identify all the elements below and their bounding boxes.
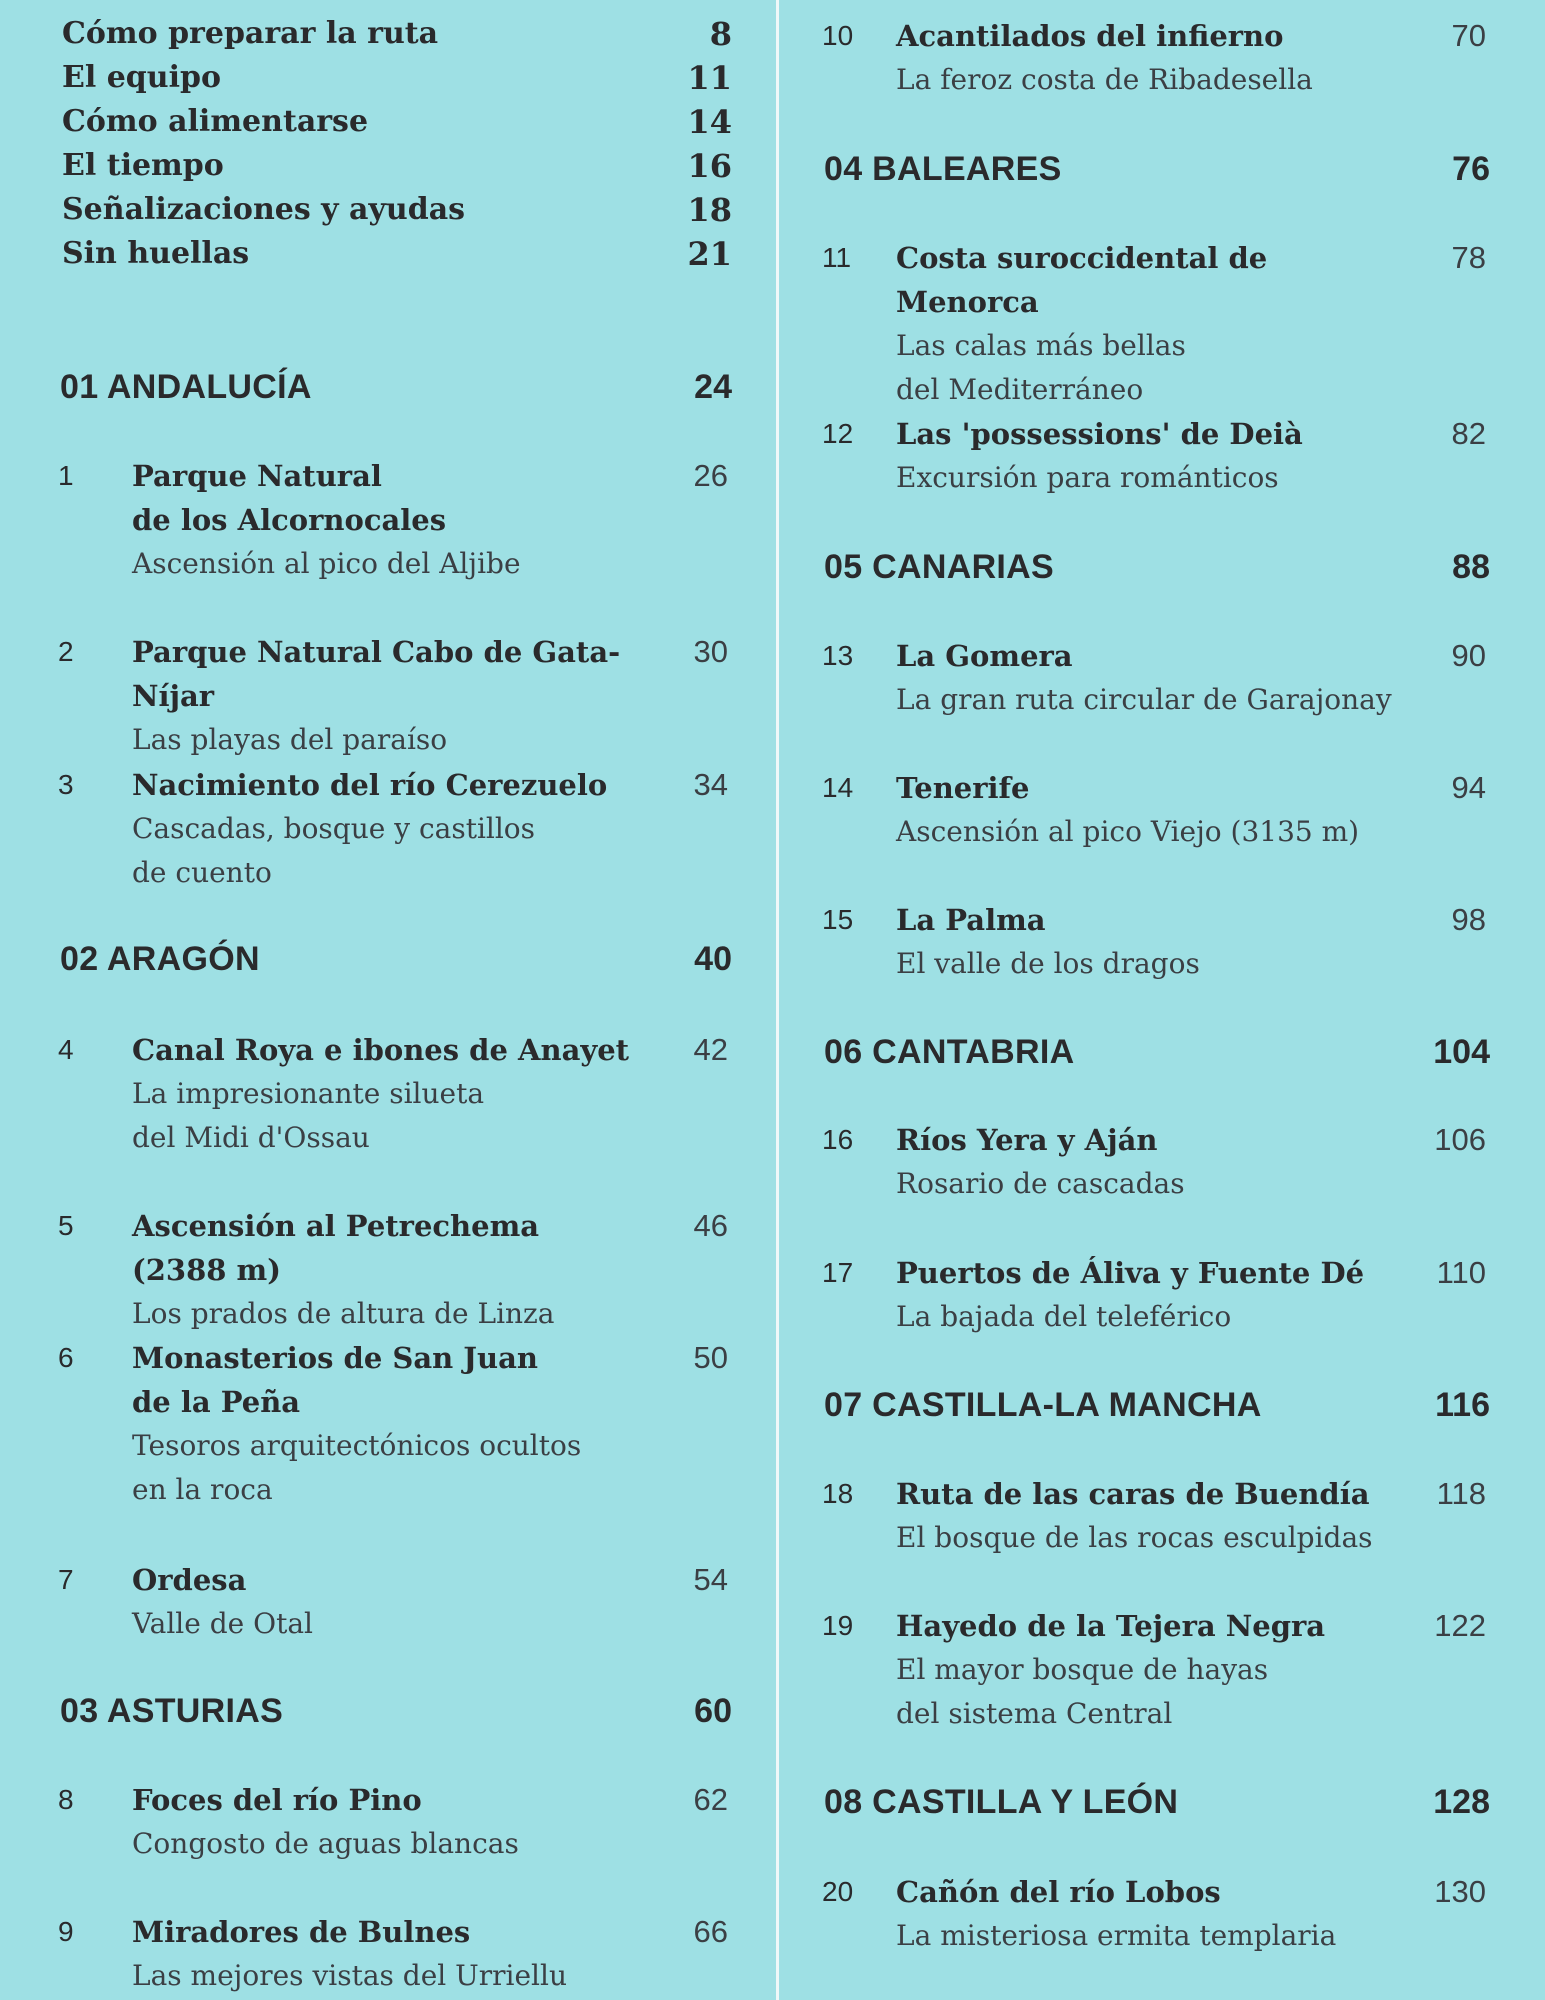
intro-item[interactable] bbox=[58, 232, 732, 276]
route-title-line: Ruta de las caras de Buendía bbox=[896, 1477, 1370, 1511]
route-number: 15 bbox=[822, 904, 854, 935]
route-title-line: Tenerife bbox=[896, 771, 1030, 805]
intro-page: 8 bbox=[709, 15, 732, 53]
intro-item[interactable] bbox=[58, 12, 732, 56]
route-page: 62 bbox=[693, 1782, 728, 1817]
route-page: 90 bbox=[1451, 638, 1486, 673]
route-title-line: Ordesa bbox=[132, 1563, 247, 1597]
section-title: 05 CANARIAS bbox=[824, 548, 1055, 586]
route-number: 3 bbox=[58, 769, 74, 800]
route-page: 70 bbox=[1451, 18, 1486, 53]
route-subtitle-line: Congosto de aguas blancas bbox=[132, 1827, 519, 1860]
section-title: 06 CANTABRIA bbox=[824, 1033, 1075, 1071]
section-title: 01 ANDALUCÍA bbox=[60, 368, 312, 406]
route-title-line: Miradores de Bulnes bbox=[132, 1915, 471, 1949]
section-heading-andalucia[interactable] bbox=[58, 362, 732, 412]
route-subtitle-line: El bosque de las rocas esculpidas bbox=[896, 1521, 1373, 1554]
route-page: 122 bbox=[1434, 1608, 1486, 1643]
route-subtitle-line: Las playas del paraíso bbox=[132, 723, 448, 756]
column-divider bbox=[776, 0, 779, 2000]
route-title-line: Parque Natural bbox=[132, 459, 382, 493]
route-subtitle-line: Rosario de cascadas bbox=[896, 1167, 1185, 1200]
section-page: 60 bbox=[694, 1692, 732, 1730]
route-subtitle-line: El mayor bosque de hayas bbox=[896, 1653, 1269, 1686]
route-number: 1 bbox=[58, 460, 74, 491]
route-number: 10 bbox=[822, 20, 854, 51]
intro-item[interactable] bbox=[58, 188, 732, 232]
intro-item[interactable] bbox=[58, 100, 732, 144]
route-title-line: Acantilados del infierno bbox=[896, 19, 1284, 53]
route-subtitle-line: Las mejores vistas del Urriellu bbox=[132, 1959, 567, 1992]
section-title: 04 BALEARES bbox=[824, 150, 1062, 188]
section-page: 24 bbox=[694, 368, 732, 406]
section-page: 40 bbox=[694, 940, 732, 978]
route-subtitle-line: Excursión para románticos bbox=[896, 461, 1279, 494]
route-title-line: Hayedo de la Tejera Negra bbox=[896, 1609, 1326, 1643]
route-subtitle-line: en la roca bbox=[132, 1473, 273, 1506]
intro-page: 14 bbox=[687, 103, 732, 141]
section-heading-castilla-la-mancha[interactable] bbox=[822, 1380, 1490, 1430]
route-subtitle-line: de cuento bbox=[132, 856, 272, 889]
section-title: 03 ASTURIAS bbox=[60, 1692, 284, 1730]
route-number: 14 bbox=[822, 772, 854, 803]
section-title: 02 ARAGÓN bbox=[60, 940, 260, 978]
route-page: 66 bbox=[693, 1914, 728, 1949]
route-page: 110 bbox=[1436, 1255, 1486, 1290]
route-title-line: Ascensión al Petrechema (2388 m) bbox=[132, 1209, 540, 1287]
route-title-line: de la Peña bbox=[132, 1385, 301, 1419]
section-heading-castilla-y-leon[interactable] bbox=[822, 1777, 1490, 1827]
route-number: 4 bbox=[58, 1034, 74, 1065]
route-title-line: Canal Roya e ibones de Anayet bbox=[132, 1033, 630, 1067]
intro-item[interactable] bbox=[58, 144, 732, 188]
route-page: 82 bbox=[1451, 416, 1486, 451]
route-number: 20 bbox=[822, 1876, 854, 1907]
route-subtitle-line: del Midi d'Ossau bbox=[132, 1121, 370, 1154]
route-subtitle-line: Tesoros arquitectónicos ocultos bbox=[132, 1429, 582, 1462]
route-title-line: Monasterios de San Juan bbox=[132, 1341, 538, 1375]
route-title-line: Costa suroccidental de Menorca bbox=[896, 241, 1268, 319]
section-heading-aragon[interactable] bbox=[58, 934, 732, 984]
route-title-line: La Gomera bbox=[896, 639, 1073, 673]
route-title-line: de los Alcornocales bbox=[132, 503, 447, 537]
intro-page: 11 bbox=[687, 59, 732, 97]
route-page: 118 bbox=[1436, 1476, 1486, 1511]
intro-title: Cómo alimentarse bbox=[62, 104, 369, 139]
route-number: 9 bbox=[58, 1916, 74, 1947]
route-page: 50 bbox=[693, 1340, 728, 1375]
route-title-line: La Palma bbox=[896, 903, 1046, 937]
route-number: 6 bbox=[58, 1342, 74, 1373]
route-title-line: Ríos Yera y Aján bbox=[896, 1123, 1158, 1157]
intro-title: Sin huellas bbox=[62, 236, 250, 271]
route-page: 30 bbox=[693, 634, 728, 669]
section-page: 116 bbox=[1435, 1386, 1490, 1424]
route-page: 26 bbox=[693, 458, 728, 493]
route-number: 13 bbox=[822, 640, 854, 671]
route-page: 78 bbox=[1451, 240, 1486, 275]
section-page: 104 bbox=[1433, 1033, 1490, 1071]
intro-title: El tiempo bbox=[62, 148, 224, 183]
route-title-line: Nacimiento del río Cerezuelo bbox=[132, 768, 608, 802]
intro-title: Señalizaciones y ayudas bbox=[62, 192, 466, 227]
section-title: 07 CASTILLA-LA MANCHA bbox=[824, 1386, 1262, 1424]
route-subtitle-line: Valle de Otal bbox=[132, 1607, 313, 1640]
route-subtitle-line: Ascensión al pico del Aljibe bbox=[132, 547, 521, 580]
route-page: 42 bbox=[693, 1032, 728, 1067]
route-page: 34 bbox=[693, 767, 728, 802]
intro-title: Cómo preparar la ruta bbox=[62, 16, 439, 51]
route-number: 8 bbox=[58, 1784, 74, 1815]
route-page: 106 bbox=[1434, 1122, 1486, 1157]
intro-page: 18 bbox=[687, 191, 732, 229]
route-subtitle-line: Las calas más bellas bbox=[896, 329, 1186, 362]
section-title: 08 CASTILLA Y LEÓN bbox=[824, 1783, 1179, 1821]
route-number: 16 bbox=[822, 1124, 854, 1155]
route-page: 94 bbox=[1451, 770, 1486, 805]
route-subtitle-line: La misteriosa ermita templaria bbox=[896, 1919, 1337, 1952]
route-number: 11 bbox=[822, 242, 852, 273]
route-subtitle-line: Cascadas, bosque y castillos bbox=[132, 812, 536, 845]
section-heading-baleares[interactable] bbox=[822, 144, 1490, 194]
route-number: 18 bbox=[822, 1478, 854, 1509]
route-number: 12 bbox=[822, 418, 854, 449]
route-title-line: Las 'possessions' de Deià bbox=[896, 417, 1303, 451]
section-page: 88 bbox=[1452, 548, 1490, 586]
intro-page: 21 bbox=[687, 235, 732, 273]
route-subtitle-line: del sistema Central bbox=[896, 1697, 1173, 1730]
section-page: 76 bbox=[1452, 150, 1490, 188]
section-heading-canarias[interactable] bbox=[822, 542, 1490, 592]
route-number: 5 bbox=[58, 1210, 74, 1241]
route-page: 54 bbox=[693, 1562, 728, 1597]
route-title-line: Puertos de Áliva y Fuente Dé bbox=[896, 1256, 1365, 1290]
route-subtitle-line: El valle de los dragos bbox=[896, 947, 1200, 980]
route-subtitle-line: Los prados de altura de Linza bbox=[132, 1297, 555, 1330]
route-subtitle-line: La feroz costa de Ribadesella bbox=[896, 63, 1313, 96]
route-subtitle-line: La gran ruta circular de Garajonay bbox=[896, 683, 1392, 716]
route-page: 46 bbox=[693, 1208, 728, 1243]
section-page: 128 bbox=[1433, 1783, 1490, 1821]
route-title-line: Cañón del río Lobos bbox=[896, 1875, 1221, 1909]
route-number: 17 bbox=[822, 1257, 854, 1288]
route-subtitle-line: La bajada del teleférico bbox=[896, 1300, 1232, 1333]
route-number: 2 bbox=[58, 636, 74, 667]
section-heading-cantabria[interactable] bbox=[822, 1027, 1490, 1077]
section-heading-asturias[interactable] bbox=[58, 1686, 732, 1736]
route-page: 130 bbox=[1434, 1874, 1486, 1909]
route-number: 19 bbox=[822, 1610, 854, 1641]
route-title-line: Foces del río Pino bbox=[132, 1783, 422, 1817]
route-subtitle-line: del Mediterráneo bbox=[896, 373, 1144, 406]
route-page: 98 bbox=[1451, 902, 1486, 937]
intro-title: El equipo bbox=[62, 60, 221, 95]
route-title-line: Parque Natural Cabo de Gata-Níjar bbox=[132, 635, 621, 713]
route-number: 7 bbox=[58, 1564, 74, 1595]
intro-item[interactable] bbox=[58, 56, 732, 100]
route-subtitle-line: La impresionante silueta bbox=[132, 1077, 485, 1110]
intro-page: 16 bbox=[687, 147, 732, 185]
route-subtitle-line: Ascensión al pico Viejo (3135 m) bbox=[896, 815, 1360, 848]
